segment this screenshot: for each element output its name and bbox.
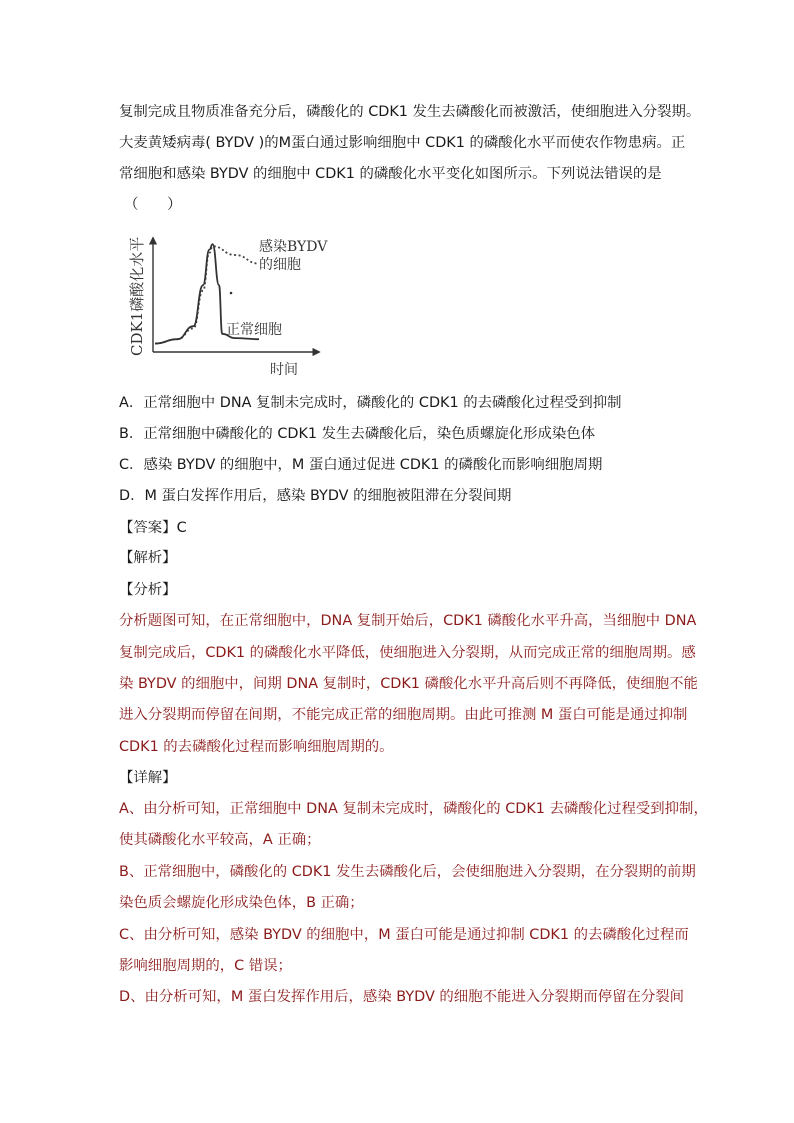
detail-line-6: 影响细胞周期的，C 错误； xyxy=(119,958,292,974)
detail-line-4: 染色质会螺旋化形成染色体，B 正确； xyxy=(119,895,364,911)
analysis-line-5: CDK1 的去磷酸化过程而影响细胞周期的。 xyxy=(119,739,394,755)
detail-line-7: D、由分析可知，M 蛋白发挥作用后，感染 BYDV 的细胞不能进入分裂期而停留在分裂间 xyxy=(119,989,685,1005)
legend-normal: 正常细胞 xyxy=(226,322,282,338)
analysis-line-1: 分析题图可知，在正常细胞中，DNA 复制开始后，CDK1 磷酸化水平升高，当细胞中 DNA xyxy=(119,613,697,629)
detail-heading: 【详解】 xyxy=(119,770,177,786)
legend-infected-line-2: 的细胞 xyxy=(259,257,301,273)
option-c: C．感染 BYDV 的细胞中，M 蛋白通过促进 CDK1 的磷酸化而影响细胞周期 xyxy=(119,457,603,473)
answer-label: 【答案】C xyxy=(119,520,187,536)
chart-svg xyxy=(125,234,328,379)
jiexi-heading: 【解析】 xyxy=(119,550,177,566)
analysis-line-2: 复制完成后，CDK1 的磷酸化水平降低，使细胞进入分裂期，从而完成正常的细胞周期。感 xyxy=(119,645,696,661)
option-b: B．正常细胞中磷酸化的 CDK1 发生去磷酸化后，染色质螺旋化形成染色体 xyxy=(119,426,596,442)
x-axis-label: 时间 xyxy=(270,362,298,378)
detail-line-1: A、由分析可知，正常细胞中 DNA 复制未完成时，磷酸化的 CDK1 去磷酸化过程受到抑制， xyxy=(119,801,708,817)
analysis-line-3: 染 BYDV 的细胞中，间期 DNA 复制时，CDK1 磷酸化水平升高后则不再降低，使细胞不能 xyxy=(119,676,698,692)
detail-line-3: B、正常细胞中，磷酸化的 CDK1 发生去磷酸化后，会使细胞进入分裂期，在分裂期的前期 xyxy=(119,864,696,880)
option-d: D．M 蛋白发挥作用后，感染 BYDV 的细胞被阻滞在分裂间期 xyxy=(119,488,512,504)
y-axis-label: CDK1磷酸化水平 xyxy=(128,236,146,356)
answer-blank: （ ） xyxy=(124,197,182,213)
option-a: A．正常细胞中 DNA 复制未完成时，磷酸化的 CDK1 的去磷酸化过程受到抑制 xyxy=(119,395,622,411)
question-line-3: 常细胞和感染 BYDV 的细胞中 CDK1 的磷酸化水平变化如图所示。下列说法错误的是 xyxy=(119,166,662,182)
stray-dot xyxy=(230,292,233,295)
detail-line-2: 使其磷酸化水平较高，A 正确； xyxy=(119,832,321,848)
cdk1-phosphorylation-chart xyxy=(125,234,328,379)
question-line-2: 大麦黄矮病毒( BYDV )的M蛋白通过影响细胞中 CDK1 的磷酸化水平而使农作物患病。正 xyxy=(119,135,686,151)
question-line-1: 复制完成且物质准备充分后，磷酸化的 CDK1 发生去磷酸化而被激活，使细胞进入分裂期。 xyxy=(119,104,701,120)
legend-infected-line-1: 感染BYDV xyxy=(259,239,328,255)
analysis-line-4: 进入分裂期而停留在间期，不能完成正常的细胞周期。由此可推测 M 蛋白可能是通过抑制 xyxy=(119,707,688,723)
detail-line-5: C、由分析可知，感染 BYDV 的细胞中，M 蛋白可能是通过抑制 CDK1 的去磷酸化过程而 xyxy=(119,927,689,943)
analysis-heading: 【分析】 xyxy=(119,582,177,598)
